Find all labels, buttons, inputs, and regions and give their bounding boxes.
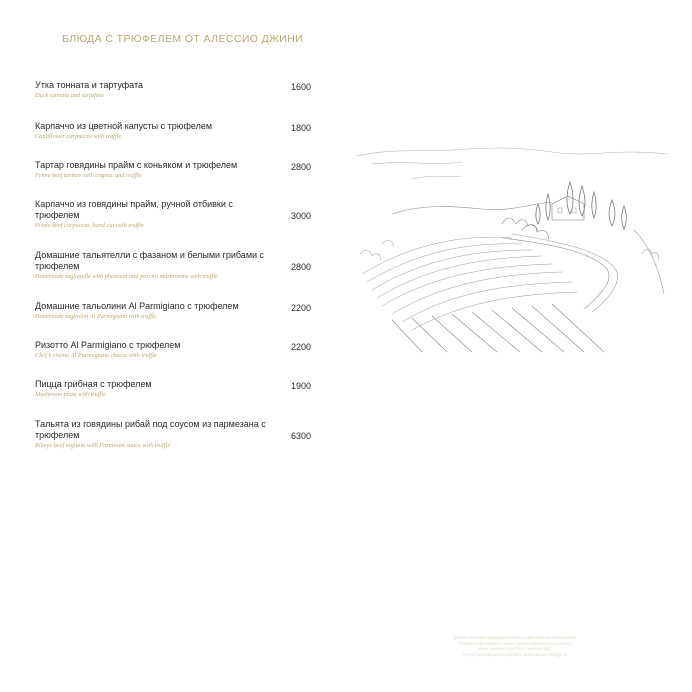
dish-price: 6300 [290, 431, 311, 441]
dish-name-english: Homemade tagliatelle with pheasant and porcini mushrooms with truffle [35, 273, 218, 280]
dish-name: Домашние тальолини Al Parmigiano с трюфелем [35, 301, 239, 311]
dish-name-english: Ribeye beef tagliata with Parmesan sauce with truffle [35, 442, 171, 449]
disclaimer-line: Услуга производится в рублях, включая все продукты [462, 651, 568, 657]
dish-name-english: Mushroom pizza with truffle [35, 391, 106, 398]
menu-item [35, 419, 315, 450]
dish-price: 1900 [290, 381, 311, 391]
dish-name-english: Cauliflower carpaccio with truffle [35, 133, 122, 140]
dish-name-english: Prime beef tartare with cognac and truffle [35, 172, 142, 179]
dish-price: 1600 [290, 82, 311, 92]
dish-price: 2200 [290, 303, 311, 313]
menu-item [35, 340, 315, 360]
dish-price: 1800 [290, 123, 311, 133]
dish-name-english: Homemade tagliolini Al Parmigiano with truffle [35, 313, 157, 320]
dish-name-english: Duck tonnata and tartufata [35, 92, 104, 99]
dish-name: Домашние тальятелли с фазаном и белыми грибами с трюфелем [35, 250, 265, 271]
menu-item [35, 80, 315, 100]
dish-name-english: Prime beef carpaccio, hand cut with truffle [35, 222, 144, 229]
dish-name: Ризотто Al Parmigiano с трюфелем [35, 340, 181, 350]
menu-item [35, 250, 315, 281]
dish-name: Карпаччо из цветной капусты с трюфелем [35, 121, 213, 131]
menu-item [35, 379, 315, 399]
legal-disclaimer [410, 635, 620, 657]
menu-item [35, 121, 315, 141]
section-title: БЛЮДА С ТРЮФЕЛЕМ ОТ АЛЕССИО ДЖИНИ [62, 33, 304, 45]
dish-price: 3000 [290, 211, 311, 221]
tuscan-landscape-sketch [352, 134, 670, 354]
dish-name: Утка тонната и тартуфата [35, 80, 144, 90]
disclaimer-line: Цены указаны в рублях с учетом НДС. [477, 646, 553, 652]
dish-name: Пицца грибная с трюфелем [35, 379, 152, 389]
dish-price: 2200 [290, 342, 311, 352]
disclaimer-line: Полная информация о меню предоставляется по запросу. [458, 640, 572, 646]
disclaimer-line: Данная печатная продукция является рекламным материалом. [453, 635, 577, 640]
dish-price: 2800 [290, 262, 311, 272]
dish-price: 2800 [290, 162, 311, 172]
menu-item [35, 199, 315, 230]
menu-item [35, 160, 315, 180]
menu-item [35, 301, 315, 321]
dish-name: Карпаччо из говядины прайм, ручной отбивки с трюфелем [35, 199, 233, 220]
dish-name-english: Chef’s risotto Al Parmegiano cheese with truffle [35, 352, 157, 359]
dish-name: Тартар говядины прайм с коньяком и трюфелем [35, 160, 238, 170]
dish-name: Тальята из говядины рибай под соусом из пармезана с трюфелем [35, 419, 266, 440]
